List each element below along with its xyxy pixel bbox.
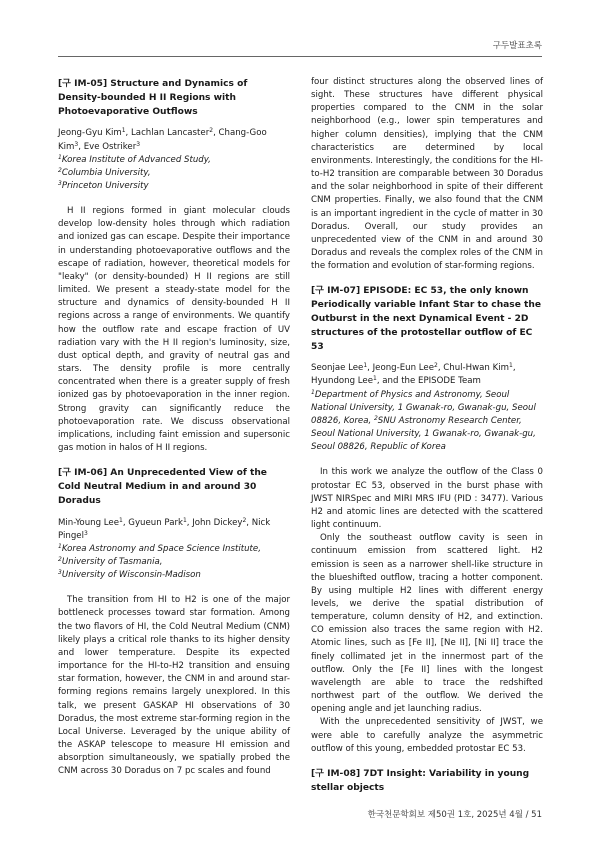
affiliation-im07: $^1$Department of Physics and Astronomy, Seoul National University, 1 Gwanak-ro, Gwanak-gu, Seoul 08826, Korea, $^2$SNU Astronomy Research Center, Seoul National University, 1 Gwanak-ro, Gwanak-gu, Seoul 08826, Republic of Korea <box>311 388 536 453</box>
abstract-title-im08: [구 IM-08] 7DT Insight: Variability in young stellar objects <box>311 768 530 793</box>
abstract-title-im06: [구 IM-06] An Unprecedented View of the Cold Neutral Medium in and around 30 Doradus <box>58 468 267 506</box>
affiliation-im05-1: $^1$Korea Institute of Advanced Study, <box>58 153 211 165</box>
page-footer: 한국천문학회보 제50권 1호, 2025년 4월 / 51 <box>367 810 542 820</box>
affiliation-im05-2: $^2$Columbia University, <box>58 166 151 178</box>
right-column <box>311 76 543 803</box>
affiliation-im05-3: $^3$Princeton University <box>58 180 149 192</box>
authors-im06: Min-Young Lee$^1$, Gyueun Park$^1$, John Dickey$^2$, Nick Pingel$^3$ <box>58 516 271 541</box>
left-column <box>58 78 290 779</box>
abstract-body-im05: H II regions formed in giant molecular clouds develop low-density holes through which radiation and ionized gas can escape. Despite their importance in understanding photoevaporative outflows and the escape of radiation, however, theoretical models for "leaky" (or density-bounded) H II regions are still limited. We present a steady-state model for the structure and dynamics of density-bounded H II regions across a range of environments. We quantify how the outflow rate and escape fraction of UV radiation vary with the H II region's luminosity, size, dust optical depth, and gravity of neutral gas and stars. The density profile is more centrally concentrated when there is a greater supply of fresh ionized gas by photoevaporation in the inner region. Strong gravity can significantly reduce the photoevaporation rate. We discuss observational implications, including faint emission and supersonic gas motion in halos of H II regions. <box>58 206 290 453</box>
abstract-paragraph-im07-1: In this work we analyze the outflow of the Class 0 protostar EC 53, observed in the burst phase with JWST NIRSpec and MIRI MRS IFU (PID : 3477). Various H2 and atomic lines are detected with the scattered light continuum. <box>311 467 543 531</box>
authors-im05: Jeong-Gyu Kim$^1$, Lachlan Lancaster$^2$, Chang-Goo Kim$^3$, Eve Ostriker$^3$ <box>58 127 267 152</box>
authors-im07: Seonjae Lee$^1$, Jeong-Eun Lee$^2$, Chul-Hwan Kim$^1$, Hyundong Lee$^1$, and the EPISODE Team <box>311 362 516 387</box>
running-header: 구두발표초록 <box>492 41 542 51</box>
abstract-title-im05: [구 IM-05] Structure and Dynamics of Density-bounded H II Regions with Photoevaporative Outflows <box>58 79 248 117</box>
abstract-body-im06-continued: four distinct structures along the observed lines of sight. These structures have different physical properties compared to the CNM in the solar neighborhood (e.g., lower spin temperatures and higher column densities), implying that the CNM characteristics are determined by local environments. Interestingly, the conditions for the HI-to-H2 transition are comparable between 30 Doradus and the solar neighborhood in spite of their different CNM properties. Finally, we also found that the CNM is an important ingredient in the cycle of matter in 30 Doradus. Overall, our study provides an unprecedented view of the CNM in and around 30 Doradus and reveals the complex roles of the CNM in the formation and evolution of star-forming regions. <box>311 77 543 272</box>
affiliation-im06-2: $^2$University of Tasmania, <box>58 556 163 567</box>
abstract-paragraph-im07-3: With the unprecedented sensitivity of JWST, we were able to carefully analyze the asymmetric outflow of this young, embedded protostar EC 53. <box>311 717 543 754</box>
abstract-body-im06: The transition from HI to H2 is one of the major bottleneck processes toward star formation. Among the two flavors of HI, the Cold Neutral Medium (CNM) likely plays a critical role thanks to its higher density and lower temperature. Despite its expected importance for the HI-to-H2 transition and ensuing star formation, however, the CNM in and around star-forming regions remains largely unexplored. In this talk, we present GASKAP HI observations of 30 Doradus, the most extreme star-forming region in the Local Universe. Leveraged by the unique ability of the ASKAP telescope to measure HI emission and absorption simultaneously, we spatially probed the CNM across 30 Doradus on 7 pc scales and found <box>58 595 290 777</box>
abstract-paragraph-im07-2: Only the southeast outflow cavity is seen in continuum emission from scattered light. H2 emission is seen as a narrower shell-like structure in the blueshifted outflow, tracing a hotter component. By using multiple H2 lines with different energy levels, we derive the spatial distribution of temperature, column density of H2, and extinction. CO emission also traces the same region with H2. Atomic lines, such as [Fe II], [Ne II], [Ni II] trace the finely collimated jet in the innermost part of the outflow. Only the [Fe II] lines with the longest wavelength are able to trace the redshifted northwest part of the outflow. We derived the opening angle and jet launching radius. <box>311 533 543 715</box>
abstract-title-im07: [구 IM-07] EPISODE: EC 53, the only known Periodically variable Infant Star to chase the Outburst in the next Dynamical Event - 2D structures of the protostellar outflow of EC 53 <box>311 286 542 352</box>
affiliation-im06-3: $^3$University of Wisconsin-Madison <box>58 569 201 581</box>
affiliation-im06-1: $^1$Korea Astronomy and Space Science Institute, <box>58 542 261 554</box>
header-rule <box>58 56 542 57</box>
